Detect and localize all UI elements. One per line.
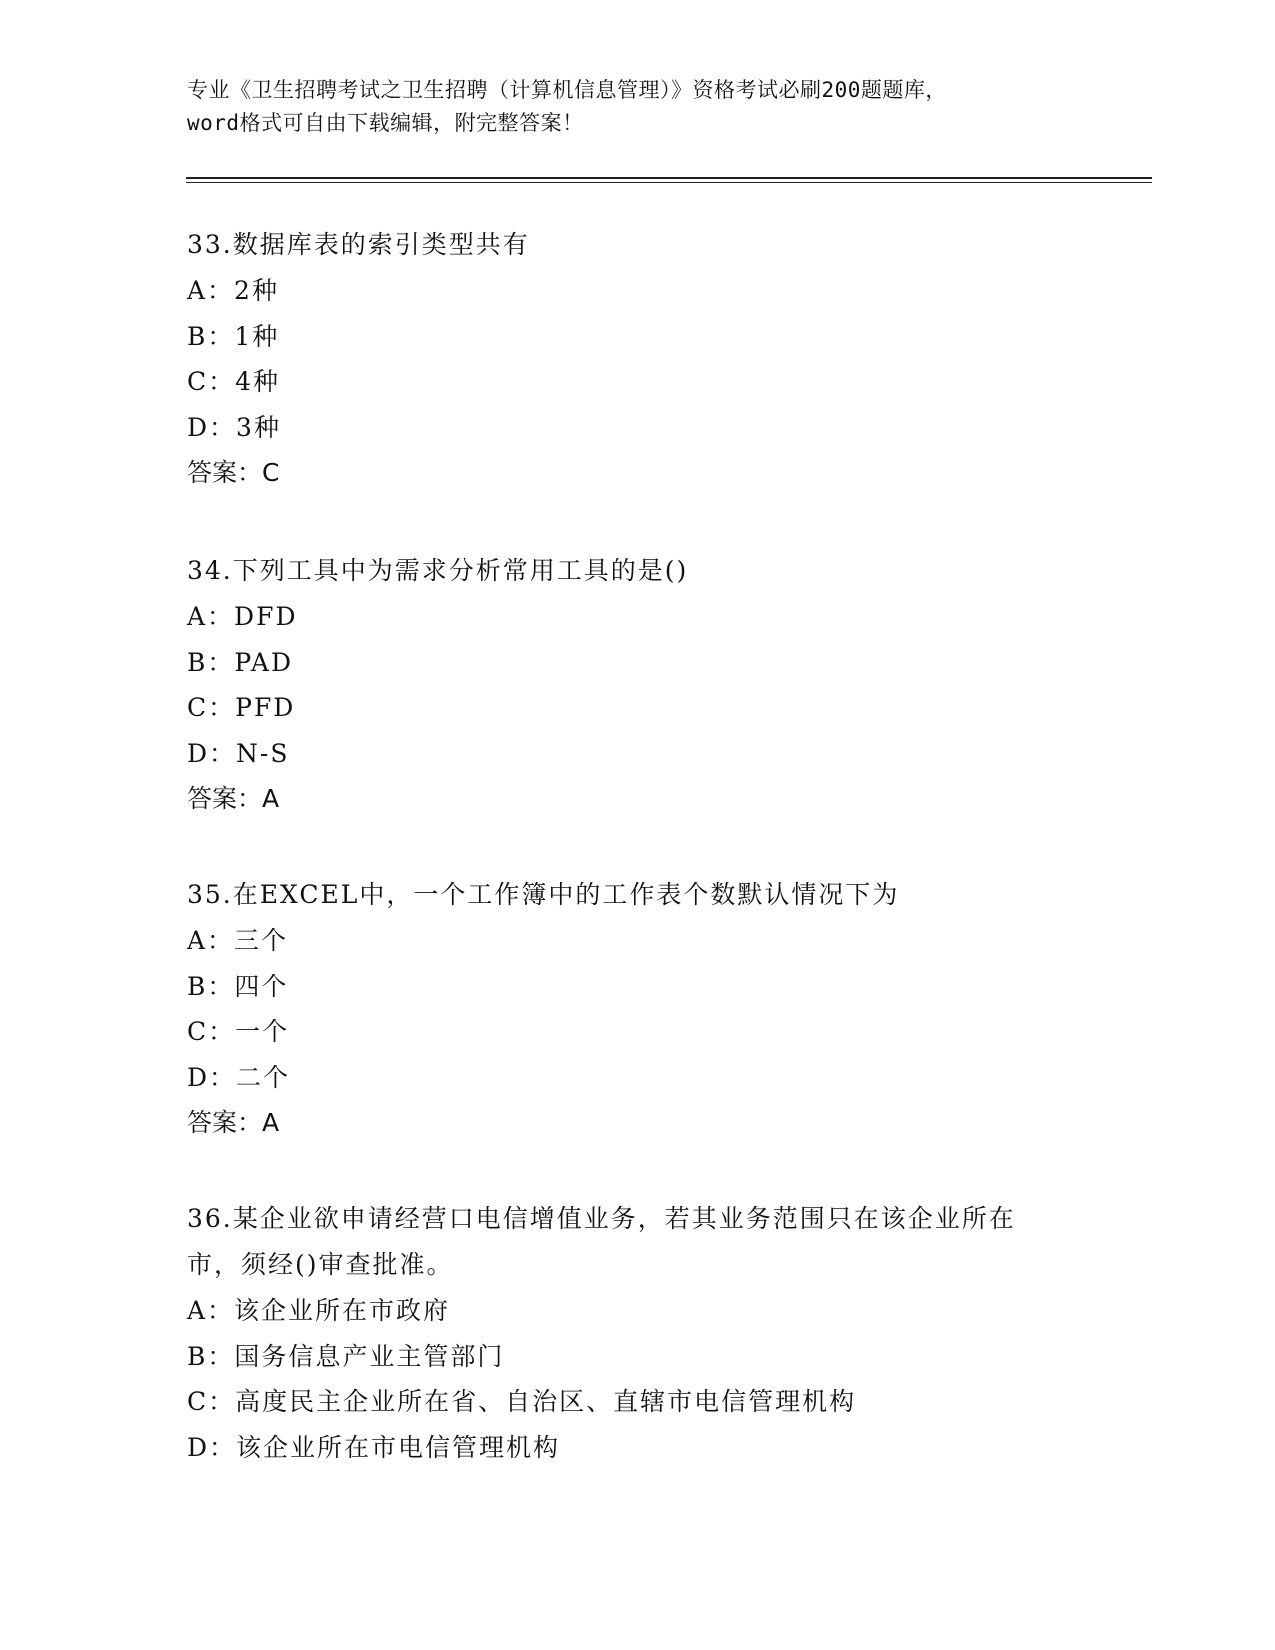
question-text: 34.下列工具中为需求分析常用工具的是() <box>187 556 689 585</box>
question-text: 33.数据库表的索引类型共有 <box>187 230 530 259</box>
option-c: C：一个 <box>187 1017 290 1046</box>
option-b: B：国务信息产业主管部门 <box>187 1341 505 1371</box>
header-line-1: 专业《卫生招聘考试之卫生招聘（计算机信息管理）》资格考试必刷200题题库， <box>187 78 947 102</box>
option-a: A：2种 <box>187 276 279 305</box>
question-text-line-1: 36.某企业欲申请经营口电信增值业务，若其业务范围只在该企业所在 <box>187 1204 1016 1233</box>
option-b: B：四个 <box>187 971 289 1001</box>
option-c: C：PFD <box>187 693 296 722</box>
question-35 <box>187 872 1087 1146</box>
answer: 答案：C <box>187 458 280 487</box>
option-a: A：该企业所在市政府 <box>187 1296 451 1325</box>
option-d: D：3种 <box>187 412 281 442</box>
question-33 <box>187 222 1087 496</box>
option-d: D：该企业所在市电信管理机构 <box>187 1432 561 1462</box>
option-c: C：4种 <box>187 367 281 396</box>
option-c: C：高度民主企业所在省、自治区、直辖市电信管理机构 <box>187 1387 857 1416</box>
option-a: A：三个 <box>187 926 289 955</box>
option-b: B：PAD <box>187 647 293 677</box>
document-header <box>187 74 1087 140</box>
question-text: 35.在EXCEL中，一个工作簿中的工作表个数默认情况下为 <box>187 880 900 909</box>
option-d: D：二个 <box>187 1062 291 1092</box>
header-divider <box>186 177 1152 183</box>
question-34 <box>187 548 1087 822</box>
option-d: D：N-S <box>187 738 290 768</box>
option-a: A：DFD <box>187 602 298 631</box>
answer: 答案：A <box>187 784 280 813</box>
question-36 <box>187 1196 1087 1470</box>
answer: 答案：A <box>187 1108 280 1137</box>
header-line-2: word格式可自由下载编辑，附完整答案！ <box>187 111 584 135</box>
question-text-line-2: 市，须经()审查批准。 <box>187 1250 454 1279</box>
option-b: B：1种 <box>187 321 280 351</box>
